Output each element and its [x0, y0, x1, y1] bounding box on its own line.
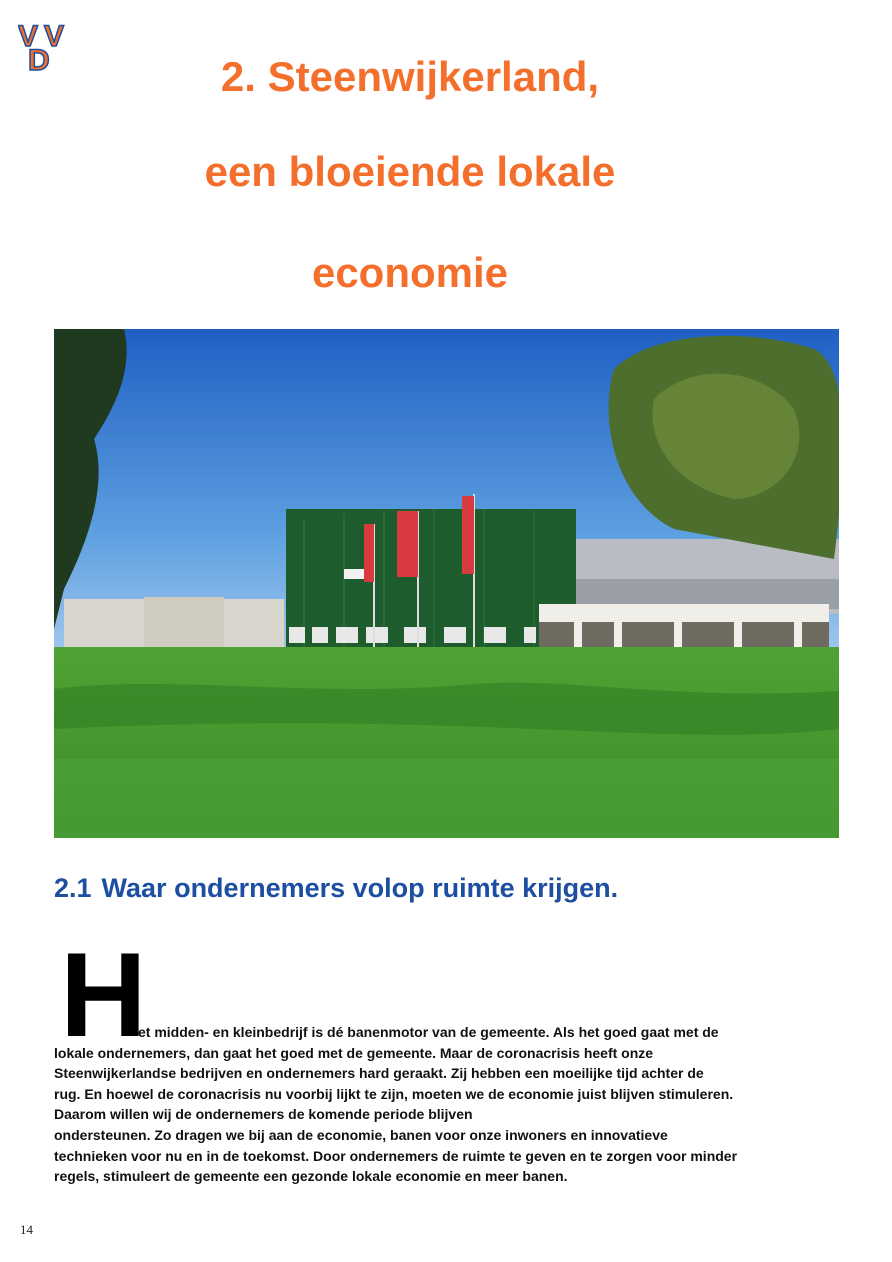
body-line: et midden- en kleinbedrijf is dé banenmotor van de gemeente. Als het goed gaat met de: [138, 1024, 719, 1040]
section-heading: [54, 870, 618, 906]
svg-text:D: D: [28, 44, 50, 72]
body-line: technieken voor nu en in de toekomst. Door ondernemers de ruimte te geven en te zorgen voor minder: [54, 1147, 738, 1164]
title-line-2: een bloeiende lokale: [204, 148, 616, 195]
title-line-1: 2. Steenwijkerland,: [220, 53, 600, 100]
vvd-logo: [18, 20, 76, 72]
page-number: 14: [20, 1222, 33, 1237]
body-line: regels, stimuleert de gemeente een gezonde lokale economie en meer banen.: [54, 1168, 568, 1185]
body-line: Steenwijkerlandse bedrijven en ondernemers hard geraakt. Zij hebben een moeilijke tijd achter de: [54, 1065, 704, 1082]
section-number: 2.1: [54, 873, 92, 903]
body-line: Daarom willen wij de ondernemers de komende periode blijven: [54, 1106, 473, 1123]
body-line: rug. En hoewel de coronacrisis nu voorbij lijkt te zijn, moeten we de economie juist blijven stimuleren.: [54, 1085, 734, 1102]
building-photo-icon: [54, 329, 839, 838]
vvd-logo-icon: [18, 20, 76, 72]
body-line: lokale ondernemers, dan gaat het goed met de gemeente. Maar de coronacrisis heeft onze: [54, 1044, 654, 1061]
body-paragraph: [54, 1022, 869, 1187]
building-photo: [54, 329, 839, 838]
drop-cap: H: [60, 928, 147, 1062]
title-line-3: economie: [311, 249, 509, 296]
body-line: ondersteunen. Zo dragen we bij aan de economie, banen voor onze inwoners en innovatieve: [54, 1126, 668, 1143]
section-title: Waar ondernemers volop ruimte krijgen.: [101, 873, 619, 903]
svg-text:V: V: [44, 20, 65, 53]
svg-text:V: V: [18, 20, 39, 53]
